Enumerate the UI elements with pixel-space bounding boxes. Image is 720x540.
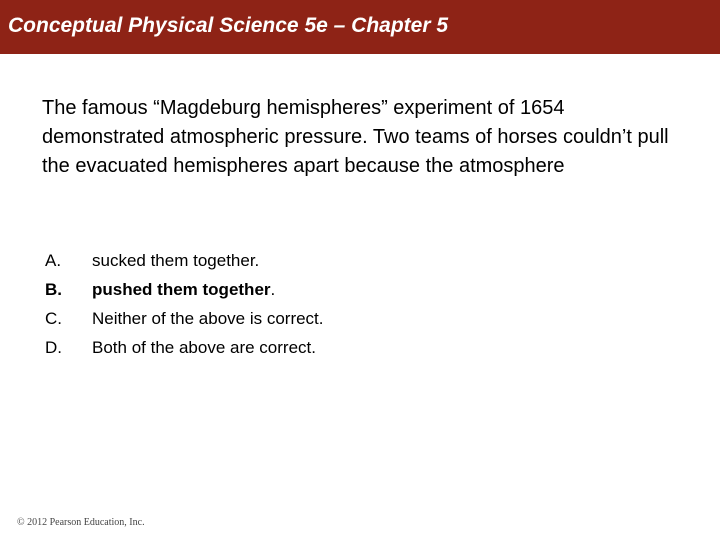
- slide-title: Conceptual Physical Science 5e – Chapter 5: [8, 14, 449, 37]
- choice-text: Neither of the above is correct.: [92, 308, 324, 328]
- choice-letter: C.: [45, 308, 62, 328]
- choice-suffix: .: [270, 279, 276, 299]
- answer-choices: [45, 246, 665, 362]
- question-text: The famous “Magdeburg hemispheres” experiment of 1654 demonstrated atmospheric pressure. Two teams of horses couldn’t pull the evacuated hemispheres apart because the atmosphere: [42, 97, 669, 177]
- choice-text: sucked them together.: [92, 250, 260, 270]
- choice-letter: A.: [45, 250, 62, 270]
- header-bar: [0, 0, 720, 54]
- choice-text-wrapper: [92, 280, 665, 300]
- choice-letter: D.: [45, 337, 62, 357]
- choice-text: Both of the above are correct.: [92, 337, 316, 357]
- choice-d: [45, 333, 665, 362]
- choice-letter: B.: [45, 279, 62, 299]
- choice-text: pushed them together: [92, 279, 271, 299]
- choice-c: [45, 304, 665, 333]
- copyright-footer: © 2012 Pearson Education, Inc.: [17, 517, 145, 528]
- choice-a: [45, 246, 665, 275]
- choice-b: [45, 275, 665, 304]
